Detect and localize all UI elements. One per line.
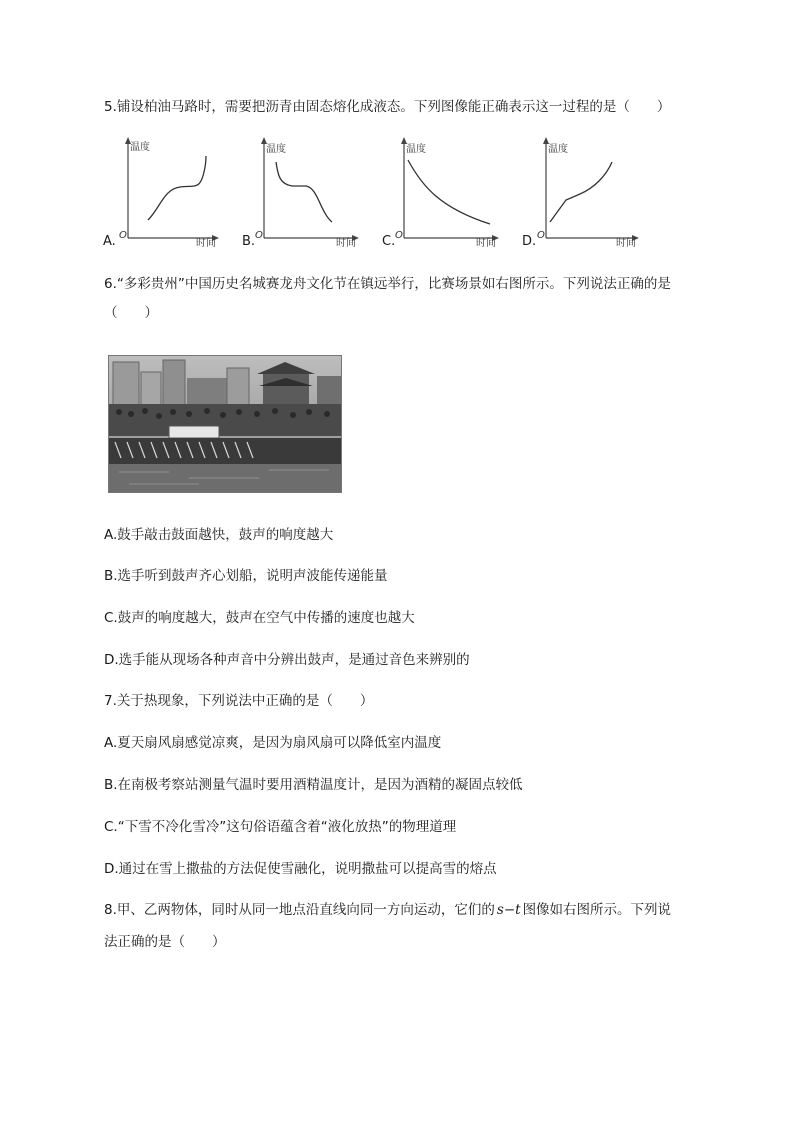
graph-c-xlabel: 时间 xyxy=(476,238,496,249)
q7-option-b: B.在南极考察站测量气温时要用酒精温度计，是因为酒精的凝固点较低 xyxy=(104,777,523,793)
dragon-boat-race-photo xyxy=(108,355,342,493)
q5-stem: 5.铺设柏油马路时，需要把沥青由固态熔化成液态。下列图像能正确表示这一过程的是（ ） xyxy=(104,99,671,115)
graph-a-plot xyxy=(100,134,220,250)
option-d-label: D. xyxy=(522,234,537,249)
q7-option-d: D.通过在雪上撒盐的方法促使雪融化，说明撒盐可以提高雪的熔点 xyxy=(104,861,497,877)
graph-c-origin: O xyxy=(395,230,403,241)
option-c-label: C. xyxy=(382,234,396,249)
q8-stem-part1: 8.甲、乙两物体，同时从同一地点沿直线向同一方向运动，它们的 xyxy=(104,902,495,918)
q7-stem: 7.关于热现象，下列说法中正确的是（ ） xyxy=(104,693,374,709)
graph-b-origin: O xyxy=(255,230,263,241)
q8-stem-line2: 法正确的是（ ） xyxy=(104,934,226,950)
q6-stem: 6.“多彩贵州”中国历史名城赛龙舟文化节在镇远举行，比赛场景如右图所示。下列说法正确的是 xyxy=(104,276,671,292)
graph-a-origin: O xyxy=(119,230,127,241)
q8-stem xyxy=(104,900,671,920)
option-b-label: B. xyxy=(242,234,256,249)
q8-st-symbol: s−t xyxy=(496,902,521,918)
q6-option-d: D.选手能从现场各种声音中分辨出鼓声，是通过音色来辨别的 xyxy=(104,652,470,668)
graph-d-origin: O xyxy=(537,230,545,241)
graph-b-xlabel: 时间 xyxy=(336,238,356,249)
q6-option-a: A.鼓手敲击鼓面越快，鼓声的响度越大 xyxy=(104,527,334,543)
graph-a-ylabel: 温度 xyxy=(130,142,150,153)
q5-graph-d xyxy=(520,134,640,250)
graph-d-ylabel: 温度 xyxy=(548,144,568,155)
graph-c-ylabel: 温度 xyxy=(406,144,426,155)
q6-option-c: C.鼓声的响度越大，鼓声在空气中传播的速度也越大 xyxy=(104,610,415,626)
q8-stem-part2: 图像如右图所示。下列说 xyxy=(522,902,672,918)
q5-graph-a xyxy=(100,134,220,250)
q7-option-c: C.“下雪不冷化雪冷”这句俗语蕴含着“液化放热”的物理道理 xyxy=(104,819,457,835)
q6-stem-blank: （ ） xyxy=(104,305,158,321)
graph-d-xlabel: 时间 xyxy=(616,238,636,249)
graph-b-ylabel: 温度 xyxy=(266,144,286,155)
q5-graph-b xyxy=(240,134,360,250)
q7-option-a: A.夏天扇风扇感觉凉爽，是因为扇风扇可以降低室内温度 xyxy=(104,735,442,751)
q5-graph-c xyxy=(380,134,500,250)
graph-a-xlabel: 时间 xyxy=(196,238,216,249)
q6-option-b: B.选手听到鼓声齐心划船，说明声波能传递能量 xyxy=(104,568,388,584)
option-a-label: A. xyxy=(103,234,116,249)
